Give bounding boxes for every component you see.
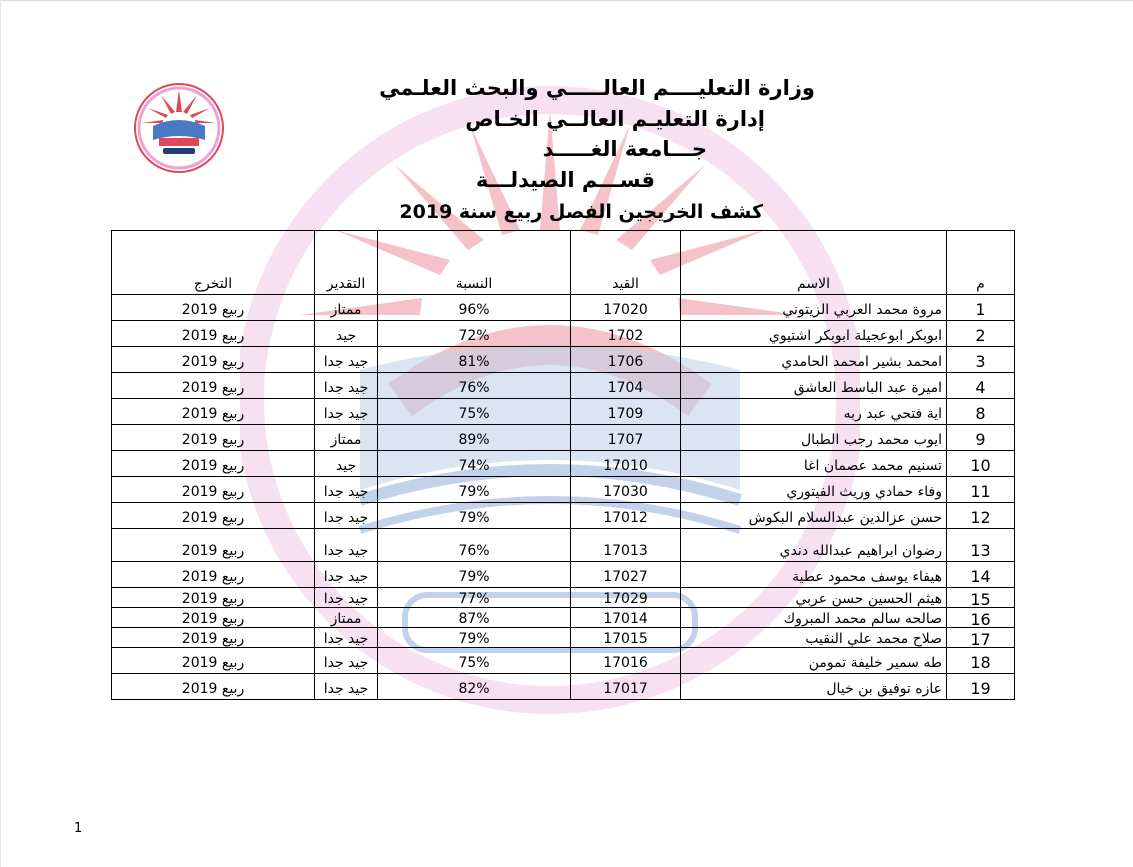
- cell-percentage: 81%: [378, 347, 571, 373]
- cell-grade: ممتاز: [315, 425, 378, 451]
- cell-grade: جيد جدا: [315, 477, 378, 503]
- cell-graduation: ربيع 2019: [112, 648, 315, 674]
- cell-grade: جيد جدا: [315, 648, 378, 674]
- cell-grade: جيد: [315, 451, 378, 477]
- table-row: [112, 529, 1015, 562]
- cell-percentage: 79%: [378, 503, 571, 529]
- cell-name: هيفاء يوسف محمود عطية: [681, 562, 947, 588]
- document-title: كشف الخريجين الفصل ربيع سنة 2019: [399, 201, 763, 223]
- col-header-registration: القيد: [571, 231, 681, 295]
- cell-name: اية فتحي عبد ربه: [681, 399, 947, 425]
- cell-number: 4: [947, 373, 1015, 399]
- cell-grade: جيد جدا: [315, 674, 378, 700]
- university-logo-emblem: [133, 82, 225, 174]
- cell-graduation: ربيع 2019: [112, 295, 315, 321]
- cell-graduation: ربيع 2019: [112, 347, 315, 373]
- col-header-number: م: [947, 231, 1015, 295]
- cell-name: اميرة عبد الباسط العاشق: [681, 373, 947, 399]
- cell-registration: 17010: [571, 451, 681, 477]
- cell-percentage: 76%: [378, 373, 571, 399]
- cell-name: حسن عزالدين عبدالسلام البكوش: [681, 503, 947, 529]
- ministry-heading: وزارة التعليــــم العالـــــي والبحث العلـمي: [379, 76, 815, 100]
- cell-name: تسنيم محمد عصمان اغا: [681, 451, 947, 477]
- university-name: جـــامعة الغـــــد: [542, 137, 707, 161]
- table-row: [112, 674, 1015, 700]
- cell-percentage: 87%: [378, 608, 571, 628]
- cell-percentage: 72%: [378, 321, 571, 347]
- cell-name: مروة محمد العربي الزيتوني: [681, 295, 947, 321]
- cell-grade: ممتاز: [315, 608, 378, 628]
- page-left-edge: [0, 0, 1, 867]
- table-row: [112, 399, 1015, 425]
- cell-graduation: ربيع 2019: [112, 321, 315, 347]
- table-row: [112, 321, 1015, 347]
- cell-percentage: 82%: [378, 674, 571, 700]
- cell-registration: 17027: [571, 562, 681, 588]
- cell-grade: ممتاز: [315, 295, 378, 321]
- cell-registration: 17029: [571, 588, 681, 608]
- cell-graduation: ربيع 2019: [112, 588, 315, 608]
- cell-number: 1: [947, 295, 1015, 321]
- page-top-edge: [0, 0, 1133, 1]
- cell-graduation: ربيع 2019: [112, 529, 315, 562]
- cell-percentage: 75%: [378, 399, 571, 425]
- cell-graduation: ربيع 2019: [112, 477, 315, 503]
- col-header-grade: التقدير: [315, 231, 378, 295]
- cell-registration: 1702: [571, 321, 681, 347]
- cell-name: صلاح محمد علي النقيب: [681, 628, 947, 648]
- department-heading: إدارة التعليـم العالــي الخـاص: [465, 107, 765, 131]
- col-header-percentage: النسبة: [378, 231, 571, 295]
- cell-name: صالحه سالم محمد المبروك: [681, 608, 947, 628]
- cell-percentage: 89%: [378, 425, 571, 451]
- cell-grade: جيد جدا: [315, 399, 378, 425]
- cell-name: ابوبكر ابوعجيلة ابوبكر اشتيوي: [681, 321, 947, 347]
- cell-percentage: 75%: [378, 648, 571, 674]
- cell-registration: 1707: [571, 425, 681, 451]
- cell-number: 2: [947, 321, 1015, 347]
- cell-graduation: ربيع 2019: [112, 425, 315, 451]
- cell-registration: 1709: [571, 399, 681, 425]
- cell-graduation: ربيع 2019: [112, 628, 315, 648]
- faculty-name: قســـم الصيدلـــة: [475, 168, 655, 192]
- table-row: [112, 451, 1015, 477]
- cell-number: 18: [947, 648, 1015, 674]
- cell-grade: جيد جدا: [315, 562, 378, 588]
- cell-percentage: 79%: [378, 477, 571, 503]
- table-row: [112, 425, 1015, 451]
- col-header-graduation: التخرج: [112, 231, 315, 295]
- cell-grade: جيد جدا: [315, 628, 378, 648]
- cell-graduation: ربيع 2019: [112, 373, 315, 399]
- cell-percentage: 96%: [378, 295, 571, 321]
- cell-registration: 17020: [571, 295, 681, 321]
- cell-registration: 17016: [571, 648, 681, 674]
- cell-name: ايوب محمد رجب الطبال: [681, 425, 947, 451]
- table-row: [112, 588, 1015, 608]
- cell-number: 14: [947, 562, 1015, 588]
- cell-percentage: 79%: [378, 562, 571, 588]
- cell-grade: جيد: [315, 321, 378, 347]
- cell-graduation: ربيع 2019: [112, 451, 315, 477]
- cell-number: 11: [947, 477, 1015, 503]
- cell-number: 10: [947, 451, 1015, 477]
- table-row: [112, 628, 1015, 648]
- graduates-table: [111, 230, 1015, 700]
- cell-percentage: 79%: [378, 628, 571, 648]
- cell-name: هيثم الحسين حسن عربي: [681, 588, 947, 608]
- cell-registration: 1706: [571, 347, 681, 373]
- cell-registration: 17014: [571, 608, 681, 628]
- cell-number: 15: [947, 588, 1015, 608]
- cell-percentage: 74%: [378, 451, 571, 477]
- cell-name: عازه توفيق بن خيال: [681, 674, 947, 700]
- cell-number: 13: [947, 529, 1015, 562]
- cell-grade: جيد جدا: [315, 588, 378, 608]
- cell-number: 9: [947, 425, 1015, 451]
- table-row: [112, 562, 1015, 588]
- cell-name: رضوان ابراهيم عبدالله دندي: [681, 529, 947, 562]
- table-row: [112, 477, 1015, 503]
- table-row: [112, 608, 1015, 628]
- col-header-name: الاسم: [681, 231, 947, 295]
- cell-graduation: ربيع 2019: [112, 399, 315, 425]
- page-number: 1: [74, 821, 83, 836]
- cell-registration: 17013: [571, 529, 681, 562]
- cell-registration: 17030: [571, 477, 681, 503]
- cell-registration: 17017: [571, 674, 681, 700]
- cell-number: 8: [947, 399, 1015, 425]
- cell-number: 12: [947, 503, 1015, 529]
- cell-grade: جيد جدا: [315, 529, 378, 562]
- table-row: [112, 503, 1015, 529]
- cell-registration: 17015: [571, 628, 681, 648]
- cell-name: وفاء حمادي وريث الفيتوري: [681, 477, 947, 503]
- cell-name: طه سمير خليفة تمومن: [681, 648, 947, 674]
- cell-grade: جيد جدا: [315, 347, 378, 373]
- table-row: [112, 347, 1015, 373]
- cell-graduation: ربيع 2019: [112, 503, 315, 529]
- cell-number: 16: [947, 608, 1015, 628]
- cell-percentage: 76%: [378, 529, 571, 562]
- cell-registration: 17012: [571, 503, 681, 529]
- table-row: [112, 295, 1015, 321]
- cell-grade: جيد جدا: [315, 373, 378, 399]
- cell-number: 3: [947, 347, 1015, 373]
- cell-registration: 1704: [571, 373, 681, 399]
- table-row: [112, 373, 1015, 399]
- table-header-row: [112, 231, 1015, 295]
- cell-number: 19: [947, 674, 1015, 700]
- cell-graduation: ربيع 2019: [112, 562, 315, 588]
- table-row: [112, 648, 1015, 674]
- cell-graduation: ربيع 2019: [112, 674, 315, 700]
- cell-graduation: ربيع 2019: [112, 608, 315, 628]
- cell-grade: جيد جدا: [315, 503, 378, 529]
- cell-number: 17: [947, 628, 1015, 648]
- cell-name: امحمد بشير امحمد الحامدي: [681, 347, 947, 373]
- cell-percentage: 77%: [378, 588, 571, 608]
